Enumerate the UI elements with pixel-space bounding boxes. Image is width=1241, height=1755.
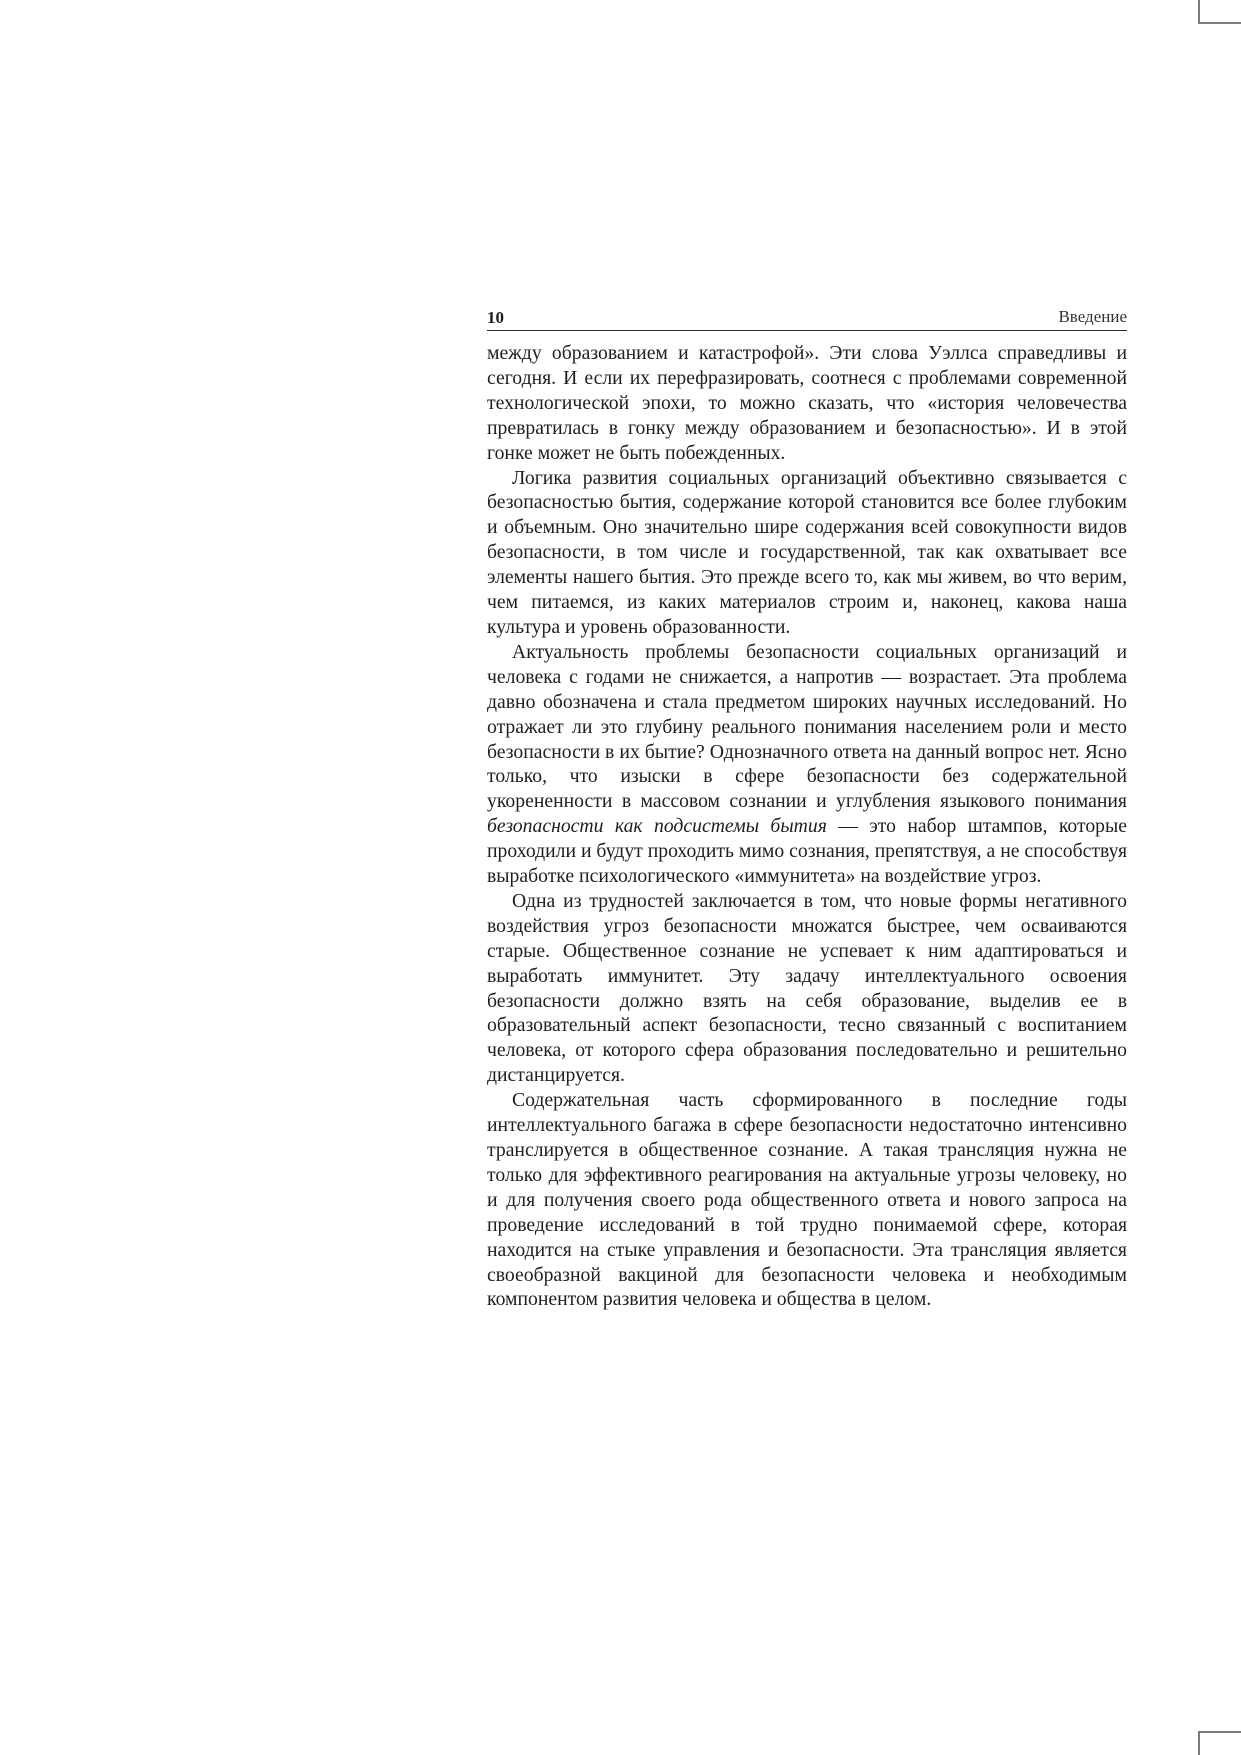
paragraph-4: Одна из трудностей заключается в том, что новые формы негативного воздействия угроз безопасности множатся быстрее, чем осваиваются старые. Общественное сознание не успевает к ним адаптироваться и выработать иммунитет. Эту задачу интеллектуального освоения безопасности должно взять на себя образование, выделив ее в образовательный аспект безопасности, тесно связанный с воспитанием человека, от которого сфера образования последовательно и решительно дистанцируется. [487, 889, 1127, 1087]
paragraph-3-text-after: — это набор штампов, которые проходили и будут проходить мимо сознания, препятствуя, а не способствуя выработке психологического «иммунитета» на воздействие угроз. [487, 815, 1127, 888]
body-text [487, 341, 1127, 1312]
section-title: Введение [1058, 307, 1127, 326]
crop-mark-top-right-vertical [1198, 0, 1200, 22]
crop-mark-top-right-horizontal [1198, 22, 1241, 24]
paragraph-2: Логика развития социальных организаций объективно связывается с безопасностью бытия, содержание которой становится все более глубоким и объемным. Оно значительно шире содержания всей совокупности видов безопасности, в том числе и государственной, так как охватывает все элементы нашего бытия. Это прежде всего то, как мы живем, во что верим, чем питаемся, из каких материалов строим и, наконец, какова наша культура и уровень образованности. [487, 466, 1127, 638]
paragraph-3 [487, 640, 1127, 889]
book-page [487, 300, 1127, 1312]
crop-mark-bottom-right-horizontal [1198, 1731, 1241, 1733]
crop-mark-bottom-right-vertical [1198, 1731, 1200, 1755]
paragraph-3-italic-term: безопасности как подсистемы бытия [487, 815, 827, 838]
paragraph-1: между образованием и катастрофой». Эти слова Уэллса справедливы и сегодня. И если их перефразировать, соотнеся с проблемами современной технологической эпохи, то можно сказать, что «история человечества превратилась в гонку между образованием и безопасностью». И в этой гонке может не быть побежденных. [487, 342, 1127, 464]
running-head [487, 300, 1127, 331]
paragraph-5: Содержательная часть сформированного в последние годы интеллектуального багажа в сфере безопасности недостаточно интенсивно транслируется в общественное сознание. А такая трансляция нужна не только для эффективного реагирования на актуальные угрозы человеку, но и для получения своего рода общественного ответа и нового запроса на проведение исследований в той трудно понимаемой сфере, которая находится на стыке управления и безопасности. Эта трансляция является своеобразной вакциной для безопасности человека и необходимым компонентом развития человека и общества в целом. [487, 1089, 1127, 1311]
page-number: 10 [487, 308, 504, 327]
paragraph-3-text-before: Актуальность проблемы безопасности социальных организаций и человека с годами не снижается, а напротив — возрастает. Эта проблема давно обозначена и стала предметом широких научных исследований. Но отражает ли это глубину реального понимания населением роли и место безопасности в их бытие? Однозначного ответа на данный вопрос нет. Ясно только, что изыски в сфере безопасности без содержательной укорененности в массовом сознании и углубления языкового понимания [487, 640, 1127, 813]
